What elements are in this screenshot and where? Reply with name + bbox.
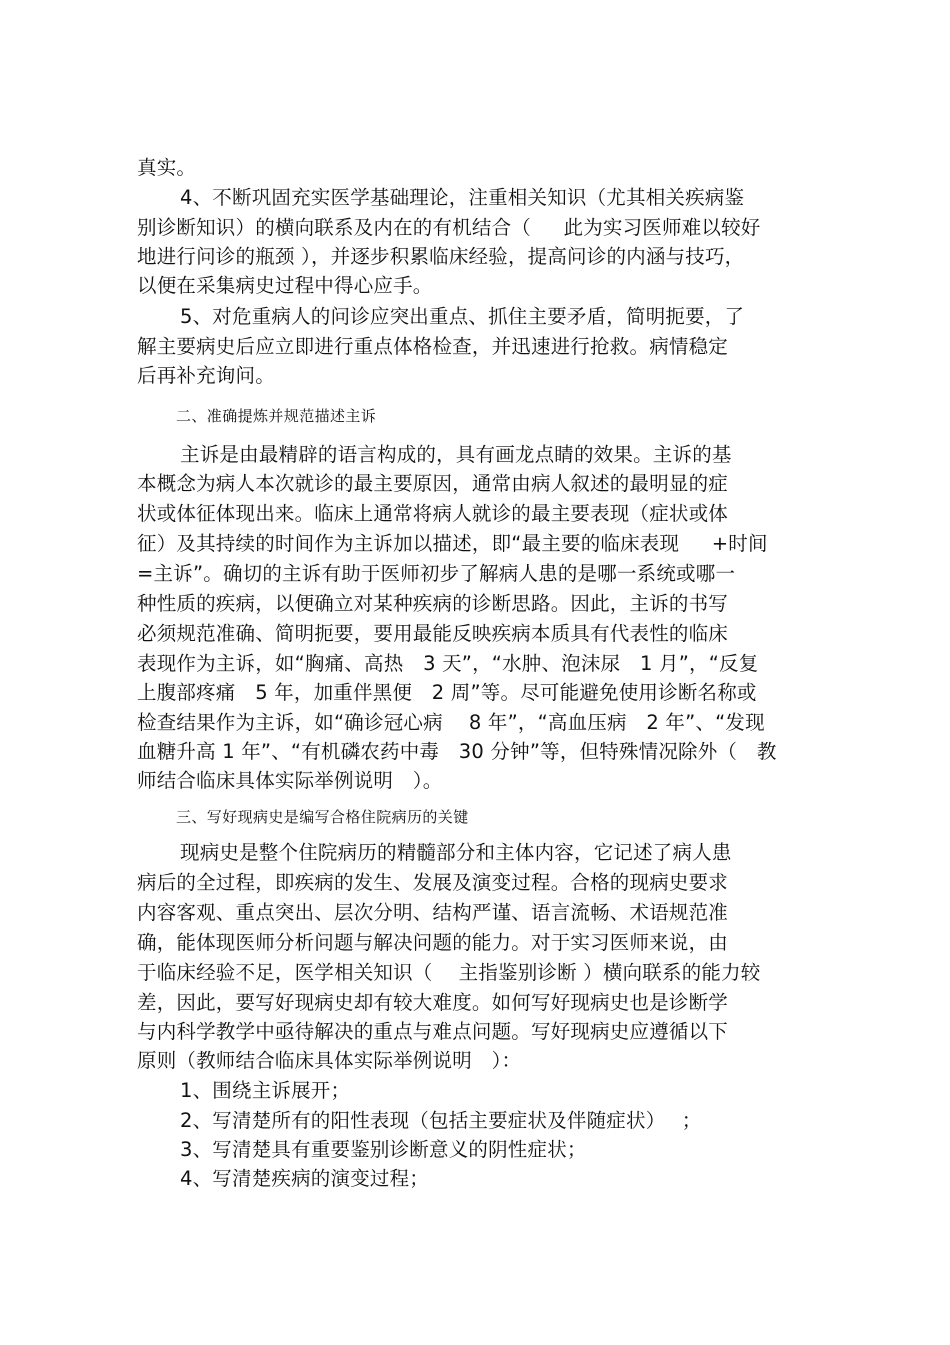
section-heading: 二、准确提炼并规范描述主诉 xyxy=(176,407,377,425)
text-line: 地进行问诊的瓶颈 ），并逐步积累临床经验，提高问诊的内涵与技巧， xyxy=(137,245,745,268)
text-line: 别诊断知识）的横向联系及内在的有机结合（ 此为实习医师难以较好 xyxy=(137,216,761,239)
text-line: 血糖升高 1 年”、“有机磷农药中毒 30 分钟”等，但特殊情况除外（ 教 xyxy=(137,740,777,763)
text-line: 于临床经验不足，医学相关知识（ 主指鉴别诊断 ）横向联系的能力较 xyxy=(137,961,761,984)
text-line: 表现作为主诉，如“胸痛、高热 3 天”，“水肿、泡沫尿 1 月”，“反复 xyxy=(137,652,759,675)
text-line: 差，因此，要写好现病史却有较大难度。如何写好现病史也是诊断学 xyxy=(137,991,729,1014)
text-line: 确，能体现医师分析问题与解决问题的能力。对于实习医师来说，由 xyxy=(137,931,729,954)
text-line: 解主要病史后应立即进行重点体格检查，并迅速进行抢救。病情稳定 xyxy=(137,335,729,358)
text-line: 种性质的疾病，以便确立对某种疾病的诊断思路。因此，主诉的书写 xyxy=(137,592,729,615)
text-line: 与内科学教学中亟待解决的重点与难点问题。写好现病史应遵循以下 xyxy=(137,1020,729,1043)
list-item: 3、写清楚具有重要鉴别诊断意义的阴性症状； xyxy=(180,1138,587,1161)
text-line: 以便在采集病史过程中得心应手。 xyxy=(137,274,433,297)
text-line: 本概念为病人本次就诊的最主要原因，通常由病人叙述的最明显的症 xyxy=(137,472,729,495)
list-item: 4、写清楚疾病的演变过程； xyxy=(180,1167,430,1190)
text-line: 真实。 xyxy=(137,156,197,179)
text-line: 主诉是由最精辟的语言构成的，具有画龙点睛的效果。主诉的基 xyxy=(180,443,732,466)
text-line: 5、对危重病人的问诊应突出重点、抓住主要矛盾，简明扼要，了 xyxy=(180,305,745,328)
text-line: 必须规范准确、简明扼要，要用最能反映疾病本质具有代表性的临床 xyxy=(137,622,729,645)
text-line: 征）及其持续的时间作为主诉加以描述，即“最主要的临床表现 +时间 xyxy=(137,532,768,555)
section-heading: 三、写好现病史是编写合格住院病历的关键 xyxy=(176,808,469,826)
text-line: 上腹部疼痛 5 年，加重伴黑便 2 周”等。尽可能避免使用诊断名称或 xyxy=(137,681,757,704)
text-line: 4、不断巩固充实医学基础理论，注重相关知识（尤其相关疾病鉴 xyxy=(180,186,745,209)
text-line: 病后的全过程，即疾病的发生、发展及演变过程。合格的现病史要求 xyxy=(137,871,729,894)
text-line: 原则（教师结合临床具体实际举例说明 ）： xyxy=(137,1049,522,1072)
text-line: 状或体征体现出来。临床上通常将病人就诊的最主要表现（症状或体 xyxy=(137,502,729,525)
text-line: 检查结果作为主诉，如“确诊冠心病 8 年”，“高血压病 2 年”、“发现 xyxy=(137,711,765,734)
text-line: 现病史是整个住院病历的精髓部分和主体内容，它记述了病人患 xyxy=(180,841,732,864)
list-item: 1、围绕主诉展开； xyxy=(180,1079,351,1102)
list-item: 2、写清楚所有的阳性表现（包括主要症状及伴随症状） ； xyxy=(180,1109,702,1132)
text-line: 师结合临床具体实际举例说明 ）。 xyxy=(137,769,443,792)
text-line: =主诉”。确切的主诉有助于医师初步了解病人患的是哪一系统或哪一 xyxy=(137,562,736,585)
text-line: 内容客观、重点突出、层次分明、结构严谨、语言流畅、术语规范准 xyxy=(137,901,729,924)
text-line: 后再补充询问。 xyxy=(137,364,275,387)
